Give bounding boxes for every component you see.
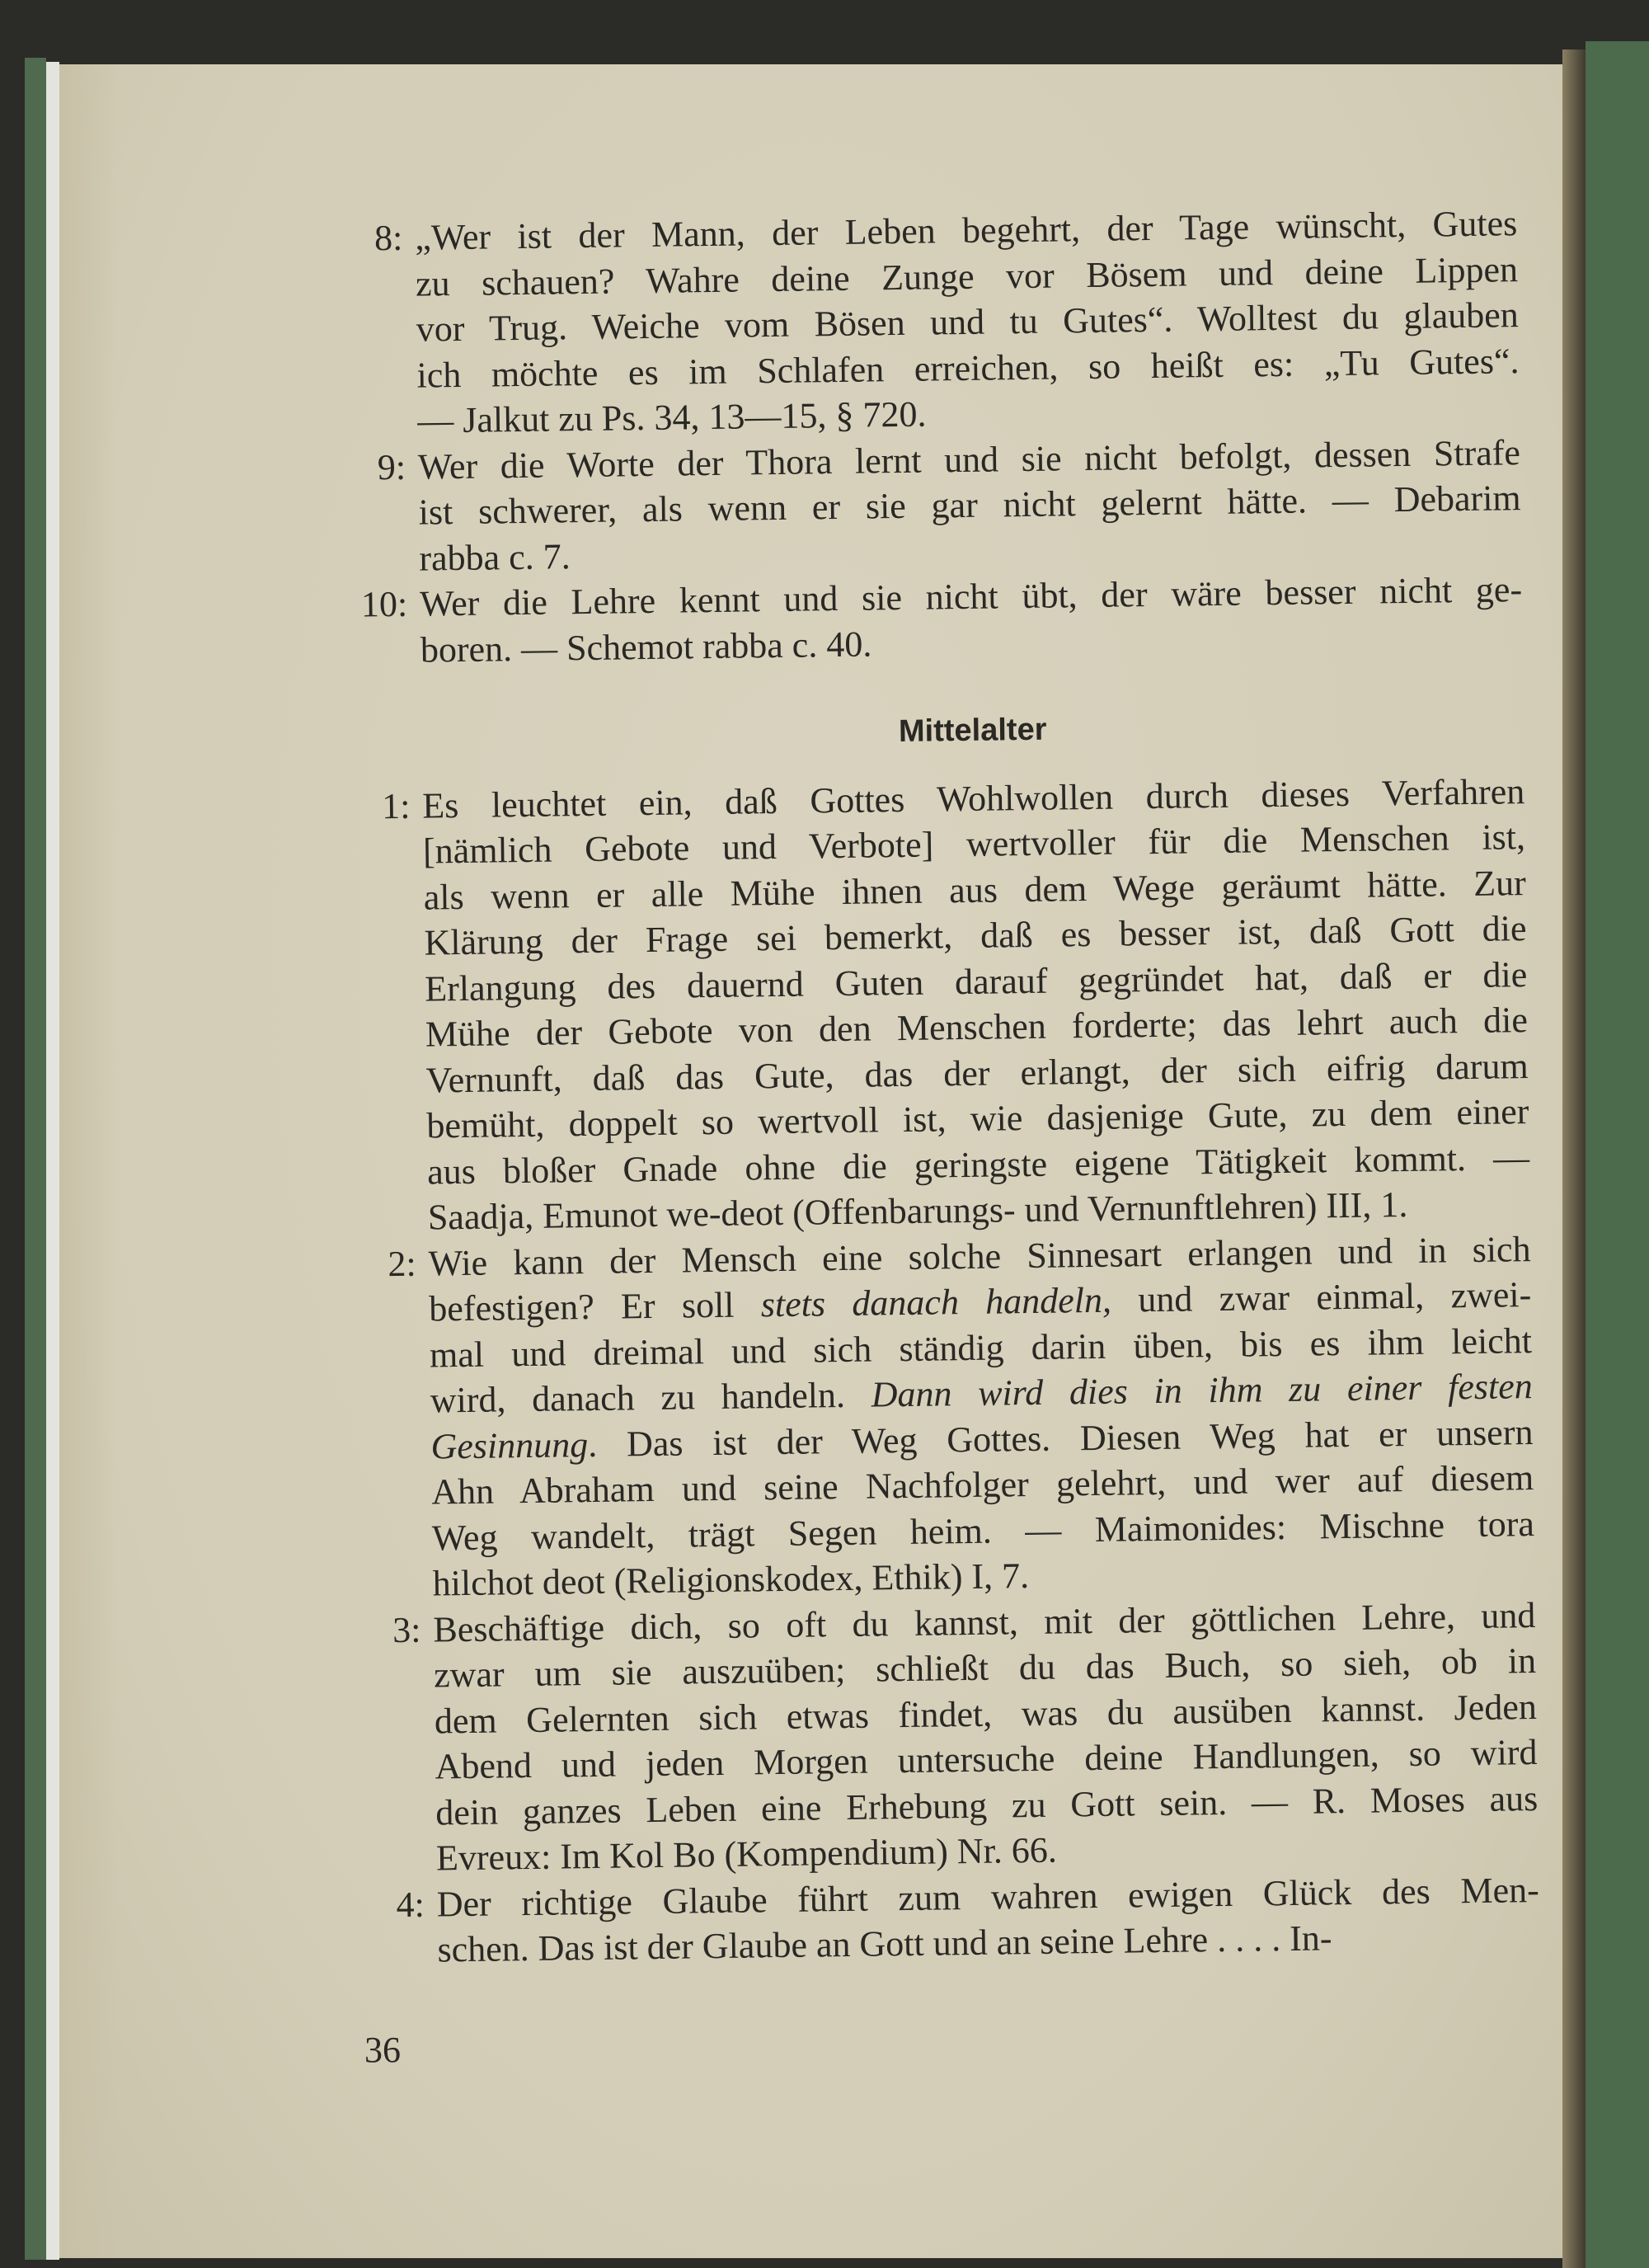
numbered-entry xyxy=(335,567,1523,674)
text-line: aus bloßer Gnade ohne die geringste eigene Tätigkeit kommt. — xyxy=(426,1136,1530,1193)
numbered-entry xyxy=(333,430,1522,582)
text-line: zu schauen? Wahre deine Zunge vor Bösem und deine Lippen xyxy=(415,248,1519,304)
entries-before xyxy=(330,200,1523,674)
text-line: schen. Das ist der Glaube an Gott und an seine Lehre . . . . In- xyxy=(437,1917,1332,1970)
text-line: Evreux: Im Kol Bo (Kompendium) Nr. 66. xyxy=(435,1829,1058,1879)
section-heading: Mittelalter xyxy=(898,712,1047,750)
text-line: Wie kann der Mensch eine solche Sinnesart erlangen und in sich xyxy=(428,1228,1531,1284)
text-line: Vernunft, daß das Gute, das der erlangt, der sich eifrig darum xyxy=(425,1045,1529,1101)
italic-emphasis: Dann wird dies in ihm zu einer festen xyxy=(871,1366,1534,1415)
text-line: hilchot deot (Religionskodex, Ethik) I, 7. xyxy=(432,1555,1030,1604)
numbered-entry xyxy=(348,1593,1539,1883)
book-cover-right xyxy=(1586,41,1649,2268)
text-segment: . Das ist der Weg Gottes. Diesen Weg hat er unsern xyxy=(587,1411,1534,1465)
text-line: „Wer ist der Mann, der Leben begehrt, der Tage wünscht, Gutes xyxy=(415,203,1518,258)
text-line: Abend und jeden Morgen untersuche deine Handlungen, so wird xyxy=(435,1731,1538,1787)
entry-number: 8: xyxy=(373,217,403,259)
entry-number: 4: xyxy=(396,1884,425,1925)
book-gutter xyxy=(1562,49,1586,2268)
text-segment: und zwar einmal, zwei- xyxy=(1111,1274,1532,1320)
page-edge xyxy=(46,62,59,2260)
book-cover-left xyxy=(25,58,46,2260)
text-line: rabba c. 7. xyxy=(419,535,571,579)
text-line: dem Gelernten sich etwas findet, was du ausüben kannst. Jeden xyxy=(434,1686,1538,1741)
entry-number: 3: xyxy=(392,1609,421,1650)
text-line: als wenn er alle Mühe ihnen aus dem Wege geräumt hätte. Zur xyxy=(423,862,1527,918)
text-line: ist schwerer, als wenn er sie gar nicht gelernt hätte. — Debarim xyxy=(418,478,1521,533)
numbered-entry xyxy=(337,769,1530,1242)
entry-number: 9: xyxy=(377,446,406,487)
text-line: Weg wandelt, trägt Segen heim. — Maimonides: Mischne tora xyxy=(431,1503,1535,1559)
entries-after xyxy=(337,769,1540,1974)
numbered-entry xyxy=(351,1866,1539,1974)
text-line: Beschäftige dich, so oft du kannst, mit der göttlichen Lehre, und xyxy=(433,1594,1536,1650)
text-segment: befestigen? Er soll xyxy=(429,1284,762,1329)
text-line: [nämlich Gebote und Verbote] wertvoller für die Menschen ist, xyxy=(422,816,1526,872)
text-line: Der richtige Glaube führt zum wahren ewigen Glück des Men- xyxy=(436,1869,1540,1924)
entry-number: 1: xyxy=(381,785,411,826)
text-line: mal und dreimal und sich ständig darin üben, bis es ihm leicht xyxy=(429,1320,1533,1376)
text-line: Erlangung des dauernd Guten darauf gegründet hat, daß er die xyxy=(424,953,1528,1009)
page-text xyxy=(330,200,1540,1974)
text-line: Saadja, Emunot we-deot (Offenbarungs- und Vernunftlehren) III, 1. xyxy=(427,1183,1408,1238)
text-line: Wer die Lehre kennt und sie nicht übt, der wäre besser nicht ge- xyxy=(419,569,1523,624)
text-segment: wird, danach zu handeln. xyxy=(430,1374,871,1421)
italic-emphasis: stets danach handeln, xyxy=(760,1279,1112,1325)
text-line: zwar um sie auszuüben; schließt du das Buch, so sieh, ob in xyxy=(433,1640,1537,1696)
text-line: — Jalkut zu Ps. 34, 13—15, § 720. xyxy=(416,393,927,441)
page-shadow xyxy=(59,64,117,2258)
text-line: dein ganzes Leben eine Erhebung zu Gott sein. — R. Moses aus xyxy=(435,1777,1539,1833)
entry-number: 10: xyxy=(360,583,408,625)
text-line: Klärung der Frage sei bemerkt, daß es besser ist, daß Gott die xyxy=(424,908,1527,963)
text-line: vor Trug. Weiche vom Bösen und tu Gutes“. Wolltest du glauben xyxy=(416,294,1520,350)
text-line: Ahn Abraham und seine Nachfolger gelehrt, und wer auf diesem xyxy=(430,1457,1534,1513)
text-line: ich möchte es im Schlafen erreichen, so heißt es: „Tu Gutes“. xyxy=(416,340,1520,396)
text-line: boren. — Schemot rabba c. 40. xyxy=(420,623,872,671)
numbered-entry xyxy=(330,200,1520,445)
text-line: Mühe der Gebote von den Menschen forderte; das lehrt auch die xyxy=(425,1000,1529,1055)
entry-number: 2: xyxy=(388,1243,416,1284)
text-line: bemüht, doppelt so wertvoll ist, wie dasjenige Gute, zu dem einer xyxy=(426,1091,1529,1146)
text-line: Es leuchtet ein, daß Gottes Wohlwollen durch dieses Verfahren xyxy=(422,770,1525,826)
numbered-entry xyxy=(343,1226,1535,1608)
text-line: Wer die Worte der Thora lernt und sie nicht befolgt, dessen Strafe xyxy=(417,431,1521,487)
page-number: 36 xyxy=(364,2030,401,2070)
italic-emphasis: Gesinnung xyxy=(430,1423,589,1467)
